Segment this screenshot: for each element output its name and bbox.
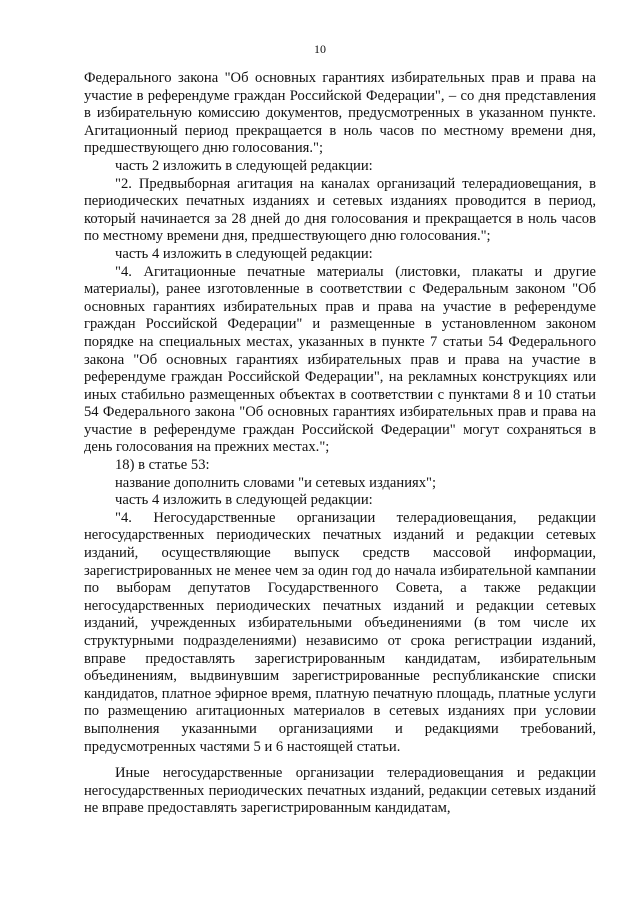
paragraph-part-2: "2. Предвыборная агитация на каналах организаций телерадиовещания, в периодических печатных изданиях и сетевых изданиях проводится в период, который начинается за 28 дней до дня голосования и прекращается в ноль часов по местному времени дня, предшествующего дню голосования."; (84, 175, 596, 245)
paragraph-instruction: часть 4 изложить в следующей редакции: (115, 492, 373, 509)
paragraph-instruction: часть 4 изложить в следующей редакции: (115, 245, 373, 262)
paragraph-instruction: часть 2 изложить в следующей редакции: (115, 157, 373, 174)
paragraph-instruction: название дополнить словами "и сетевых изданиях"; (115, 474, 437, 491)
paragraph-item-18: 18) в статье 53: (115, 457, 210, 474)
paragraph-other-organizations: Иные негосударственные организации телерадиовещания и редакции негосударственных периодических печатных изданий, редакции сетевых изданий не вправе предоставлять зарегистрированным кандидатам, (84, 765, 596, 817)
paragraph-part-4-article-53: "4. Негосударственные организации телерадиовещания, редакции негосударственных периодических печатных изданий и редакции сетевых изданий, осуществляющие выпуск средств массовой информации, зарегистрированных не менее чем за один год до начала избирательной кампании по выборам депутатов Государственного Совета, а также редакции негосударственных периодических печатных изданий и редакции сетевых изданий, учрежденных избирательными объединениями (в том числе их структурными подразделениями) независимо от срока регистрации изданий, вправе предоставлять зарегистрированным кандидатам, избирательным объединениям, выдвинувшим зарегистрированные республиканские списки кандидатов, платное эфирное время, платную печатную площадь, платные услуги по размещению агитационных материалов в сетевых изданиях при условии выполнения указанными организациями и редакциями требований, предусмотренных частями 5 и 6 настоящей статьи. (84, 509, 596, 755)
page-number: 10 (314, 42, 326, 56)
paragraph-part-4: "4. Агитационные печатные материалы (листовки, плакаты и другие материалы), ранее изготовленные в соответствии с Федеральным законом "Об основных гарантиях избирательных прав и права на участие в референдуме граждан Российской Федерации" и размещенные в установленном законом порядке на специальных местах, указанных в пункте 7 статьи 54 Федерального закона "Об основных гарантиях избирательных прав и права на участие в референдуме граждан Российской Федерации", на рекламных конструкциях или иных стабильно размещенных объектах в соответствии с пунктами 8 и 10 статьи 54 Федерального закона "Об основных гарантиях избирательных прав и права на участие в референдуме граждан Российской Федерации" могут сохраняться в день голосования на прежних местах."; (84, 263, 596, 456)
document-body (84, 70, 596, 818)
paragraph-continuation: Федерального закона "Об основных гарантиях избирательных прав и права на участие в референдуме граждан Российской Федерации", – со дня представления в избирательную комиссию документов, предусмотренных в указанном пункте. Агитационный период прекращается в ноль часов по местному времени дня, предшествующего дню голосования."; (84, 70, 596, 157)
